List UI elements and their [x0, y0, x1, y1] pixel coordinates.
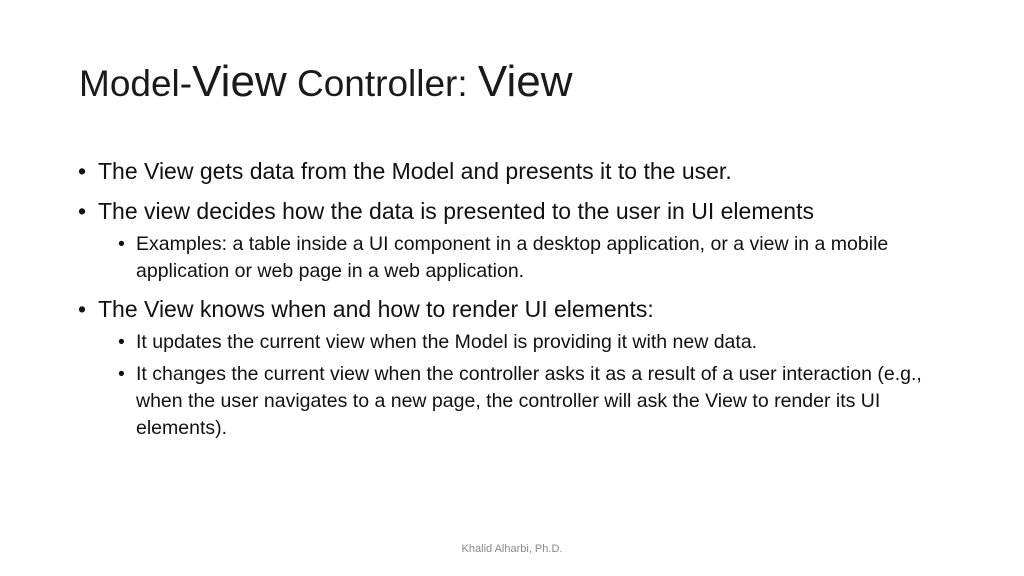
- bullet-dot-icon: •: [78, 296, 87, 322]
- sub-bullet-item: [118, 231, 958, 285]
- sub-bullet-list: [98, 231, 958, 285]
- bullet-dot-icon: •: [118, 363, 125, 385]
- title-part-model: Model-: [79, 63, 193, 104]
- sub-bullet-item: [118, 361, 958, 442]
- title-part-view-emphasis: View: [192, 57, 287, 106]
- bullet-dot-icon: •: [78, 158, 87, 184]
- title-part-view-emphasis-2: View: [477, 57, 573, 106]
- bullet-dot-icon: •: [78, 198, 87, 224]
- sub-bullet-text: It changes the current view when the controller asks it as a result of a user interaction (e.g., when the user navigates to a new page, the controller will ask the View to render its UI elements).: [136, 363, 922, 439]
- sub-bullet-list: [98, 329, 958, 442]
- slide-footer: Khalid Alharbi, Ph.D.: [461, 543, 563, 555]
- bullet-dot-icon: •: [118, 233, 125, 255]
- slide-content: [78, 156, 958, 451]
- sub-bullet-text: Examples: a table inside a UI component in a desktop application, or a view in a mobile application or web page in a web application.: [136, 233, 889, 282]
- sub-bullet-item: [118, 329, 958, 356]
- bullet-text: The view decides how the data is presented to the user in UI elements: [98, 198, 814, 224]
- bullet-dot-icon: •: [118, 331, 125, 353]
- bullet-item-1: [78, 156, 958, 187]
- bullet-item-2: [78, 196, 958, 285]
- title-part-controller: Controller:: [286, 63, 478, 104]
- sub-bullet-text: It updates the current view when the Model is providing it with new data.: [136, 331, 758, 353]
- bullet-text: The View gets data from the Model and presents it to the user.: [98, 158, 732, 184]
- slide-title: [79, 58, 573, 106]
- bullet-text: The View knows when and how to render UI elements:: [98, 296, 654, 322]
- bullet-list: [78, 156, 958, 442]
- bullet-item-3: [78, 294, 958, 442]
